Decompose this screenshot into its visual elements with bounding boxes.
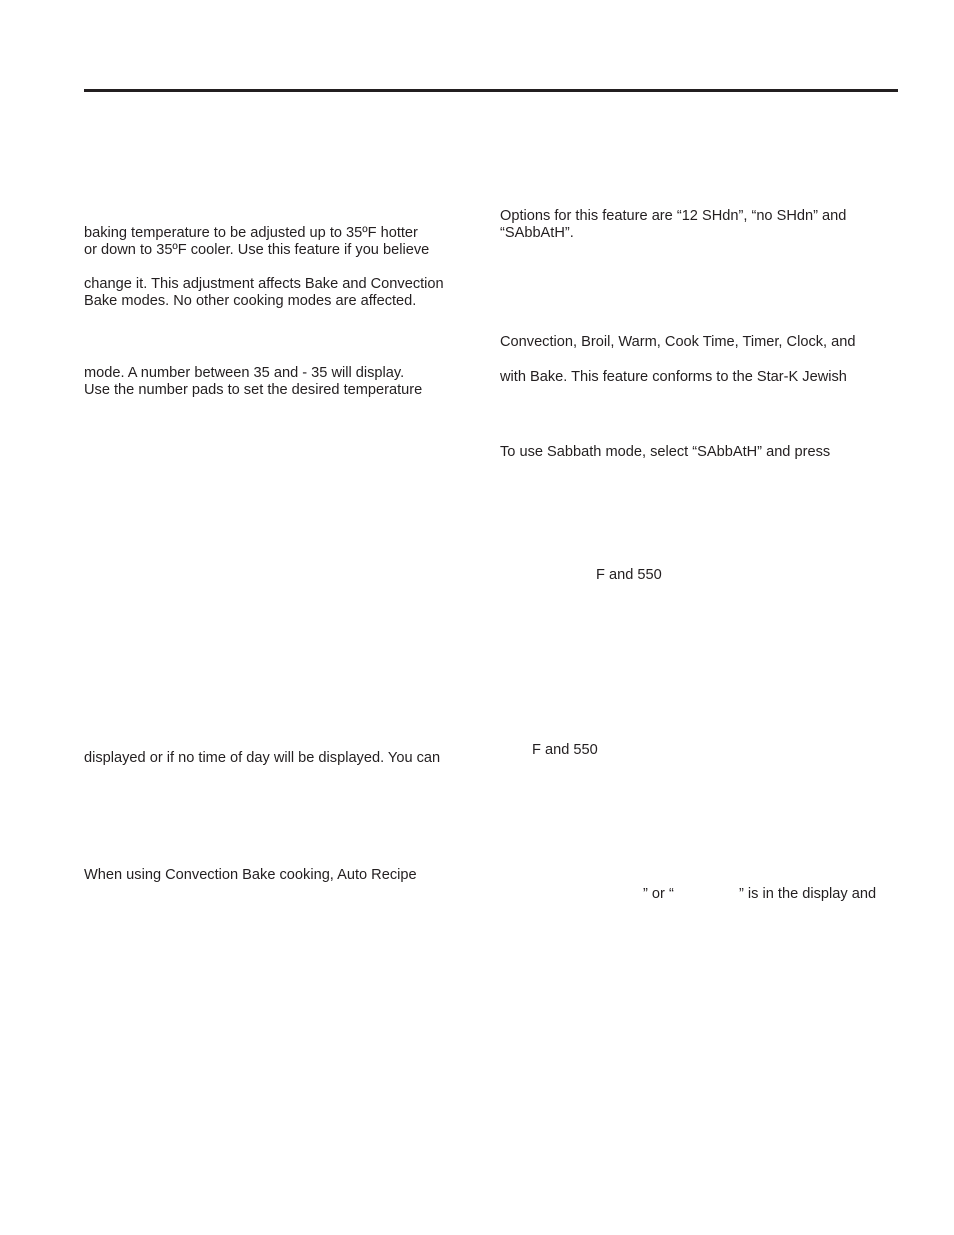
text-line: baking temperature to be adjusted up to 35ºF hotter bbox=[84, 225, 418, 241]
text-line: Bake modes. No other cooking modes are affected. bbox=[84, 293, 417, 309]
text-line: ” is in the display and bbox=[739, 886, 877, 902]
text-line: Convection, Broil, Warm, Cook Time, Timer, Clock, and bbox=[500, 334, 856, 350]
text-line: change it. This adjustment affects Bake and Convection bbox=[84, 276, 444, 292]
header-rule bbox=[84, 89, 898, 92]
text-line: “SAbbAtH”. bbox=[500, 225, 574, 241]
text-line: with Bake. This feature conforms to the Star-K Jewish bbox=[500, 369, 847, 385]
text-line: mode. A number between 35 and - 35 will display. bbox=[84, 365, 405, 381]
text-line: When using Convection Bake cooking, Auto Recipe bbox=[84, 867, 417, 883]
text-line: ” or “ bbox=[643, 886, 674, 902]
text-line: To use Sabbath mode, select “SAbbAtH” and press bbox=[500, 444, 831, 460]
text-line: Use the number pads to set the desired temperature bbox=[84, 382, 423, 398]
text-line: or down to 35ºF cooler. Use this feature if you believe bbox=[84, 242, 430, 258]
text-line: F and 550 bbox=[596, 567, 662, 583]
text-line: displayed or if no time of day will be displayed. You can bbox=[84, 750, 441, 766]
text-line: Options for this feature are “12 SHdn”, “no SHdn” and bbox=[500, 208, 847, 224]
text-line: F and 550 bbox=[532, 742, 598, 758]
